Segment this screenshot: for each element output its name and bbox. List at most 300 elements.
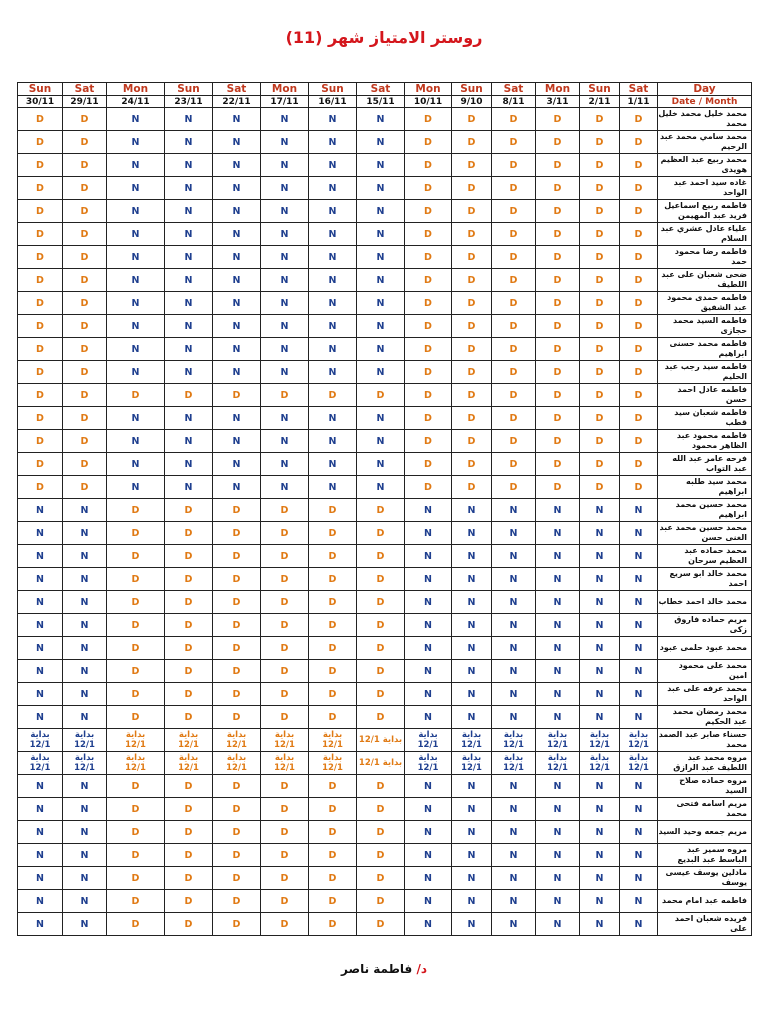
shift-cell: N bbox=[357, 407, 405, 430]
date-header: 23/11 bbox=[165, 96, 213, 108]
shift-cell: D bbox=[309, 384, 357, 407]
shift-cell: D bbox=[405, 407, 452, 430]
shift-cell: D bbox=[107, 913, 165, 936]
shift-cell: D bbox=[452, 223, 492, 246]
day-header: Sat bbox=[213, 83, 261, 96]
start-label: بداية bbox=[125, 753, 146, 763]
shift-cell: D bbox=[261, 844, 309, 867]
shift-cell: N bbox=[492, 683, 536, 706]
shift-cell: D bbox=[63, 131, 107, 154]
shift-cell: N bbox=[620, 522, 658, 545]
shift-cell: N bbox=[580, 821, 620, 844]
table-row bbox=[18, 108, 752, 131]
shift-cell: D bbox=[261, 913, 309, 936]
start-cell bbox=[261, 729, 309, 752]
shift-cell: N bbox=[492, 522, 536, 545]
start-date: 12/1 bbox=[29, 763, 51, 773]
shift-cell: N bbox=[536, 775, 580, 798]
shift-cell: D bbox=[261, 867, 309, 890]
shift-cell: N bbox=[18, 499, 63, 522]
shift-cell: D bbox=[405, 338, 452, 361]
start-cell bbox=[309, 752, 357, 775]
day-header: Sun bbox=[452, 83, 492, 96]
shift-cell: N bbox=[63, 545, 107, 568]
shift-cell: N bbox=[580, 545, 620, 568]
shift-cell: N bbox=[261, 338, 309, 361]
shift-cell: N bbox=[405, 545, 452, 568]
shift-cell: D bbox=[620, 430, 658, 453]
shift-cell: N bbox=[63, 660, 107, 683]
start-cell bbox=[452, 752, 492, 775]
shift-cell: D bbox=[405, 131, 452, 154]
shift-cell: D bbox=[261, 499, 309, 522]
shift-cell: N bbox=[213, 154, 261, 177]
shift-cell: N bbox=[18, 683, 63, 706]
shift-cell: D bbox=[580, 154, 620, 177]
shift-cell: N bbox=[107, 407, 165, 430]
shift-cell: D bbox=[213, 568, 261, 591]
shift-cell: D bbox=[165, 545, 213, 568]
shift-cell: N bbox=[620, 683, 658, 706]
date-header: 3/11 bbox=[536, 96, 580, 108]
shift-cell: D bbox=[357, 545, 405, 568]
start-cell bbox=[620, 752, 658, 775]
shift-cell: D bbox=[309, 568, 357, 591]
start-cell bbox=[309, 729, 357, 752]
intern-name: مروه سمير عبد الباسط عبد البديع bbox=[658, 844, 752, 867]
table-row bbox=[18, 591, 752, 614]
shift-cell: N bbox=[63, 706, 107, 729]
table-row bbox=[18, 361, 752, 384]
table-row bbox=[18, 729, 752, 752]
shift-cell: D bbox=[309, 499, 357, 522]
shift-cell: D bbox=[18, 292, 63, 315]
shift-cell: N bbox=[309, 407, 357, 430]
shift-cell: D bbox=[620, 453, 658, 476]
shift-cell: D bbox=[536, 246, 580, 269]
intern-name: فاطمه ربيع اسماعيل فريد عبد المهيمن bbox=[658, 200, 752, 223]
shift-cell: N bbox=[492, 637, 536, 660]
shift-cell: N bbox=[309, 108, 357, 131]
shift-cell: N bbox=[309, 453, 357, 476]
start-label: بداية bbox=[418, 730, 438, 740]
shift-cell: D bbox=[536, 315, 580, 338]
shift-cell: N bbox=[580, 683, 620, 706]
shift-cell: D bbox=[405, 200, 452, 223]
start-cell bbox=[107, 729, 165, 752]
shift-cell: N bbox=[309, 292, 357, 315]
start-label: بداية bbox=[226, 730, 247, 740]
shift-cell: D bbox=[405, 246, 452, 269]
start-label: بداية bbox=[125, 730, 146, 740]
shift-cell: D bbox=[165, 775, 213, 798]
intern-name: فريده شعبان احمد على bbox=[658, 913, 752, 936]
date-header: 15/11 bbox=[357, 96, 405, 108]
shift-cell: N bbox=[107, 338, 165, 361]
shift-cell: D bbox=[261, 384, 309, 407]
start-cell bbox=[18, 752, 63, 775]
shift-cell: D bbox=[213, 660, 261, 683]
start-date: 12/1 bbox=[503, 740, 524, 750]
shift-cell: D bbox=[536, 338, 580, 361]
shift-cell: D bbox=[165, 821, 213, 844]
shift-cell: N bbox=[620, 499, 658, 522]
shift-cell: N bbox=[580, 890, 620, 913]
shift-cell: D bbox=[261, 660, 309, 683]
shift-cell: D bbox=[357, 844, 405, 867]
date-month-label: Date / Month bbox=[658, 96, 752, 108]
signature bbox=[0, 962, 768, 976]
shift-cell: D bbox=[107, 499, 165, 522]
shift-cell: N bbox=[357, 338, 405, 361]
shift-cell: D bbox=[536, 430, 580, 453]
shift-cell: D bbox=[309, 798, 357, 821]
shift-cell: N bbox=[452, 614, 492, 637]
shift-cell: N bbox=[63, 591, 107, 614]
shift-cell: N bbox=[309, 476, 357, 499]
shift-cell: N bbox=[492, 913, 536, 936]
shift-cell: N bbox=[620, 660, 658, 683]
shift-cell: D bbox=[165, 798, 213, 821]
shift-cell: D bbox=[107, 637, 165, 660]
intern-name: فاطمه عبد امام محمد bbox=[658, 890, 752, 913]
shift-cell: D bbox=[18, 223, 63, 246]
shift-cell: N bbox=[165, 269, 213, 292]
start-label: بداية bbox=[547, 753, 568, 763]
shift-cell: D bbox=[63, 384, 107, 407]
shift-cell: D bbox=[357, 821, 405, 844]
shift-cell: N bbox=[357, 223, 405, 246]
shift-cell: D bbox=[452, 131, 492, 154]
shift-cell: N bbox=[580, 660, 620, 683]
start-date: 12/1 bbox=[547, 763, 568, 773]
shift-cell: N bbox=[405, 499, 452, 522]
day-header: Mon bbox=[405, 83, 452, 96]
start-cell bbox=[492, 729, 536, 752]
shift-cell: D bbox=[165, 844, 213, 867]
start-cell bbox=[405, 752, 452, 775]
shift-cell: D bbox=[620, 384, 658, 407]
shift-cell: D bbox=[620, 315, 658, 338]
shift-cell: N bbox=[261, 269, 309, 292]
shift-cell: N bbox=[18, 637, 63, 660]
shift-cell: D bbox=[107, 775, 165, 798]
start-label: بداية bbox=[274, 753, 295, 763]
shift-cell: D bbox=[213, 591, 261, 614]
shift-cell: N bbox=[165, 154, 213, 177]
shift-cell: N bbox=[357, 177, 405, 200]
start-label: بداية bbox=[226, 753, 247, 763]
shift-cell: N bbox=[63, 637, 107, 660]
shift-cell: D bbox=[580, 407, 620, 430]
shift-cell: N bbox=[492, 568, 536, 591]
shift-cell: N bbox=[536, 867, 580, 890]
shift-cell: N bbox=[452, 545, 492, 568]
start-cell bbox=[580, 752, 620, 775]
shift-cell: D bbox=[492, 384, 536, 407]
shift-cell: N bbox=[405, 775, 452, 798]
start-cell bbox=[63, 729, 107, 752]
shift-cell: D bbox=[580, 361, 620, 384]
shift-cell: N bbox=[309, 430, 357, 453]
shift-cell: N bbox=[580, 568, 620, 591]
table-row bbox=[18, 131, 752, 154]
shift-cell: D bbox=[536, 131, 580, 154]
shift-cell: D bbox=[261, 706, 309, 729]
shift-cell: D bbox=[536, 361, 580, 384]
shift-cell: D bbox=[261, 890, 309, 913]
shift-cell: D bbox=[63, 246, 107, 269]
shift-cell: N bbox=[213, 361, 261, 384]
shift-cell: N bbox=[452, 890, 492, 913]
start-cell bbox=[580, 729, 620, 752]
shift-cell: D bbox=[580, 338, 620, 361]
shift-cell: D bbox=[536, 223, 580, 246]
intern-name: مروه محمد عبد اللطيف عبد الرازق bbox=[658, 752, 752, 775]
intern-name: محمد سيد طلبه ابراهيم bbox=[658, 476, 752, 499]
start-cell bbox=[165, 752, 213, 775]
shift-cell: N bbox=[452, 637, 492, 660]
shift-cell: D bbox=[580, 384, 620, 407]
header-dates-row bbox=[18, 96, 752, 108]
shift-cell: N bbox=[405, 844, 452, 867]
shift-cell: D bbox=[18, 177, 63, 200]
shift-cell: D bbox=[452, 154, 492, 177]
shift-cell: N bbox=[309, 200, 357, 223]
shift-cell: D bbox=[357, 660, 405, 683]
shift-cell: N bbox=[620, 614, 658, 637]
shift-cell: D bbox=[357, 522, 405, 545]
shift-cell: N bbox=[580, 798, 620, 821]
table-row bbox=[18, 568, 752, 591]
shift-cell: N bbox=[165, 407, 213, 430]
shift-cell: D bbox=[405, 154, 452, 177]
shift-cell: N bbox=[452, 660, 492, 683]
shift-cell: D bbox=[452, 430, 492, 453]
shift-cell: D bbox=[213, 775, 261, 798]
shift-cell: N bbox=[213, 407, 261, 430]
table-row bbox=[18, 499, 752, 522]
shift-cell: D bbox=[536, 177, 580, 200]
shift-cell: D bbox=[107, 798, 165, 821]
intern-name: فاطمه سيد رجب عبد الحليم bbox=[658, 361, 752, 384]
shift-cell: D bbox=[213, 522, 261, 545]
shift-cell: N bbox=[620, 545, 658, 568]
shift-cell: N bbox=[620, 890, 658, 913]
start-label: بداية bbox=[30, 730, 50, 740]
start-cell bbox=[18, 729, 63, 752]
shift-cell: D bbox=[63, 154, 107, 177]
shift-cell: N bbox=[357, 154, 405, 177]
shift-cell: D bbox=[107, 614, 165, 637]
shift-cell: D bbox=[165, 683, 213, 706]
shift-cell: N bbox=[63, 522, 107, 545]
shift-cell: N bbox=[492, 890, 536, 913]
shift-cell: N bbox=[63, 867, 107, 890]
shift-cell: N bbox=[18, 821, 63, 844]
date-header: 29/11 bbox=[63, 96, 107, 108]
shift-cell: D bbox=[261, 568, 309, 591]
shift-cell: D bbox=[536, 200, 580, 223]
shift-cell: N bbox=[357, 361, 405, 384]
shift-cell: D bbox=[165, 867, 213, 890]
shift-cell: N bbox=[620, 844, 658, 867]
shift-cell: N bbox=[63, 499, 107, 522]
shift-cell: N bbox=[492, 499, 536, 522]
shift-cell: N bbox=[165, 200, 213, 223]
shift-cell: N bbox=[452, 706, 492, 729]
start-date: 12/1 bbox=[29, 740, 51, 750]
shift-cell: D bbox=[309, 890, 357, 913]
shift-cell: D bbox=[165, 568, 213, 591]
start-label: بداية bbox=[418, 753, 438, 763]
shift-cell: N bbox=[405, 614, 452, 637]
shift-cell: D bbox=[261, 798, 309, 821]
shift-cell: D bbox=[620, 131, 658, 154]
start-label: بداية bbox=[503, 753, 524, 763]
signature-prefix: د/ bbox=[416, 962, 427, 976]
shift-cell: N bbox=[261, 131, 309, 154]
table-row bbox=[18, 522, 752, 545]
start-cell bbox=[536, 729, 580, 752]
shift-cell: N bbox=[405, 821, 452, 844]
shift-cell: D bbox=[452, 292, 492, 315]
shift-cell: N bbox=[536, 545, 580, 568]
intern-name: فاطمه عادل احمد حسن bbox=[658, 384, 752, 407]
shift-cell: N bbox=[492, 545, 536, 568]
shift-cell: N bbox=[63, 890, 107, 913]
shift-cell: D bbox=[63, 430, 107, 453]
shift-cell: D bbox=[357, 614, 405, 637]
shift-cell: D bbox=[620, 338, 658, 361]
shift-cell: N bbox=[580, 844, 620, 867]
start-date: 12/1 bbox=[226, 740, 247, 750]
shift-cell: N bbox=[107, 177, 165, 200]
shift-cell: N bbox=[213, 292, 261, 315]
shift-cell: N bbox=[580, 614, 620, 637]
shift-cell: N bbox=[18, 913, 63, 936]
shift-cell: D bbox=[107, 568, 165, 591]
shift-cell: N bbox=[405, 637, 452, 660]
shift-cell: D bbox=[18, 108, 63, 131]
shift-cell: D bbox=[580, 476, 620, 499]
shift-cell: N bbox=[357, 430, 405, 453]
shift-cell: N bbox=[452, 867, 492, 890]
shift-cell: N bbox=[213, 108, 261, 131]
start-date: 12/1 bbox=[628, 763, 649, 773]
shift-cell: N bbox=[18, 867, 63, 890]
shift-cell: D bbox=[452, 177, 492, 200]
shift-cell: D bbox=[620, 476, 658, 499]
shift-cell: N bbox=[107, 430, 165, 453]
start-label: بداية bbox=[547, 730, 568, 740]
shift-cell: D bbox=[63, 453, 107, 476]
shift-cell: D bbox=[18, 154, 63, 177]
shift-cell: D bbox=[18, 407, 63, 430]
shift-cell: D bbox=[492, 476, 536, 499]
table-row bbox=[18, 430, 752, 453]
intern-name: محمد عرفه على عبد الواحد bbox=[658, 683, 752, 706]
table-row bbox=[18, 637, 752, 660]
shift-cell: N bbox=[492, 798, 536, 821]
shift-cell: N bbox=[405, 683, 452, 706]
start-date: 12/1 bbox=[74, 740, 95, 750]
shift-cell: N bbox=[405, 867, 452, 890]
table-row bbox=[18, 246, 752, 269]
shift-cell: D bbox=[536, 269, 580, 292]
shift-cell: D bbox=[452, 338, 492, 361]
shift-cell: N bbox=[357, 476, 405, 499]
shift-cell: N bbox=[165, 315, 213, 338]
start-label: بداية bbox=[628, 730, 649, 740]
shift-cell: N bbox=[107, 292, 165, 315]
shift-cell: N bbox=[213, 338, 261, 361]
shift-cell: N bbox=[620, 798, 658, 821]
intern-name: علياء عادل عشري عبد السلام bbox=[658, 223, 752, 246]
shift-cell: D bbox=[405, 269, 452, 292]
shift-cell: N bbox=[309, 315, 357, 338]
day-header: Mon bbox=[107, 83, 165, 96]
shift-cell: D bbox=[452, 384, 492, 407]
header-days-row bbox=[18, 83, 752, 96]
day-header: Mon bbox=[536, 83, 580, 96]
intern-name: محمد حماده عبد العظيم سرحان bbox=[658, 545, 752, 568]
shift-cell: D bbox=[165, 384, 213, 407]
start-date: 12/1 bbox=[74, 763, 95, 773]
shift-cell: N bbox=[261, 361, 309, 384]
shift-cell: D bbox=[580, 430, 620, 453]
table-row bbox=[18, 867, 752, 890]
shift-cell: N bbox=[107, 200, 165, 223]
date-header: 16/11 bbox=[309, 96, 357, 108]
shift-cell: D bbox=[63, 269, 107, 292]
shift-cell: D bbox=[63, 292, 107, 315]
table-row bbox=[18, 154, 752, 177]
intern-name: محمد عبود حلمى عبود bbox=[658, 637, 752, 660]
shift-cell: N bbox=[357, 131, 405, 154]
shift-cell: N bbox=[405, 913, 452, 936]
shift-cell: N bbox=[18, 775, 63, 798]
shift-cell: D bbox=[165, 890, 213, 913]
shift-cell: D bbox=[107, 706, 165, 729]
start-label: بداية bbox=[503, 730, 524, 740]
shift-cell: D bbox=[580, 453, 620, 476]
intern-name: غاده سيد احمد عبد الواحد bbox=[658, 177, 752, 200]
shift-cell: D bbox=[18, 453, 63, 476]
shift-cell: N bbox=[536, 499, 580, 522]
date-header: 10/11 bbox=[405, 96, 452, 108]
shift-cell: D bbox=[165, 706, 213, 729]
shift-cell: D bbox=[357, 913, 405, 936]
shift-cell: D bbox=[213, 798, 261, 821]
shift-cell: D bbox=[18, 200, 63, 223]
shift-cell: N bbox=[309, 131, 357, 154]
shift-cell: D bbox=[405, 384, 452, 407]
start-label: بداية bbox=[274, 730, 295, 740]
intern-name: محمد حسين محمد عبد الغنى حسن bbox=[658, 522, 752, 545]
shift-cell: N bbox=[261, 223, 309, 246]
start-cell bbox=[107, 752, 165, 775]
shift-cell: N bbox=[261, 476, 309, 499]
shift-cell: N bbox=[405, 591, 452, 614]
shift-cell: D bbox=[107, 660, 165, 683]
start-cell bbox=[452, 729, 492, 752]
table-row bbox=[18, 798, 752, 821]
shift-cell: N bbox=[107, 315, 165, 338]
shift-cell: D bbox=[213, 844, 261, 867]
shift-cell: N bbox=[357, 246, 405, 269]
shift-cell: D bbox=[309, 706, 357, 729]
